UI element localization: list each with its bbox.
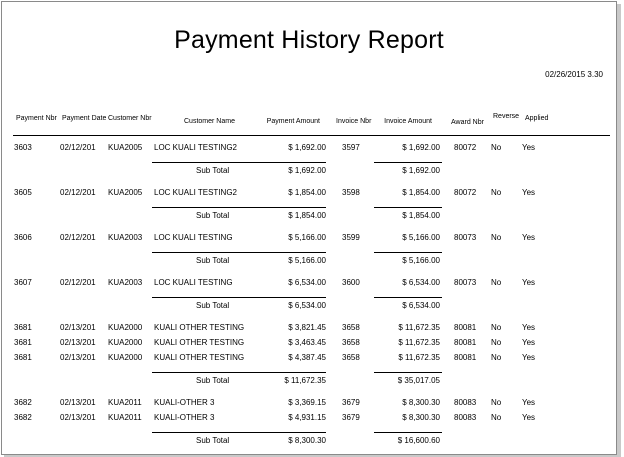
cell-payment-date: 02/13/201 <box>60 398 96 407</box>
cell-applied: Yes <box>522 143 536 152</box>
cell-invoice-amount: $ 11,672.35 <box>398 338 440 347</box>
cell-payment-date: 02/13/201 <box>60 353 96 362</box>
cell-payment-amount: $ 3,463.45 <box>288 338 326 347</box>
cell-payment-date: 02/12/201 <box>60 188 96 197</box>
cell-applied: Yes <box>522 188 536 197</box>
cell-reverse: No <box>491 413 502 422</box>
cell-applied: Yes <box>522 398 536 407</box>
subtotal-invoice-amount: $ 6,534.00 <box>402 301 440 310</box>
subtotal-rule <box>374 372 442 373</box>
cell-payment-amount: $ 4,931.15 <box>288 413 326 422</box>
header-payment-nbr: Payment Nbr <box>16 115 57 122</box>
subtotal-label: Sub Total <box>196 301 230 310</box>
subtotal-rule <box>374 252 442 253</box>
cell-customer-name: LOC KUALI TESTING2 <box>154 188 237 197</box>
subtotal-label: Sub Total <box>196 436 230 445</box>
cell-reverse: No <box>491 323 502 332</box>
subtotal-invoice-amount: $ 1,854.00 <box>402 211 440 220</box>
cell-award-nbr: 80072 <box>454 188 477 197</box>
subtotal-label: Sub Total <box>196 166 230 175</box>
cell-award-nbr: 80081 <box>454 323 477 332</box>
cell-customer-name: KUALI-OTHER 3 <box>154 413 215 422</box>
cell-applied: Yes <box>522 278 536 287</box>
subtotal-invoice-amount: $ 1,692.00 <box>402 166 440 175</box>
subtotal-label: Sub Total <box>196 211 230 220</box>
cell-customer-name: KUALI OTHER TESTING <box>154 323 245 332</box>
subtotal-payment-amount: $ 1,854.00 <box>288 211 326 220</box>
cell-applied: Yes <box>522 353 536 362</box>
cell-payment-nbr: 3603 <box>14 143 32 152</box>
cell-customer-nbr: KUA2000 <box>108 353 143 362</box>
cell-reverse: No <box>491 233 502 242</box>
cell-customer-name: KUALI OTHER TESTING <box>154 338 245 347</box>
subtotal-rule <box>152 297 326 298</box>
subtotal-rule <box>152 372 326 373</box>
cell-payment-nbr: 3681 <box>14 323 32 332</box>
report-page <box>1 1 617 455</box>
header-invoice-amount: Invoice Amount <box>384 118 432 125</box>
cell-customer-name: KUALI OTHER TESTING <box>154 353 245 362</box>
cell-customer-nbr: KUA2000 <box>108 323 143 332</box>
cell-award-nbr: 80081 <box>454 338 477 347</box>
cell-customer-nbr: KUA2003 <box>108 278 143 287</box>
header-rule <box>13 135 610 136</box>
cell-payment-nbr: 3607 <box>14 278 32 287</box>
cell-reverse: No <box>491 338 502 347</box>
cell-award-nbr: 80083 <box>454 398 477 407</box>
cell-reverse: No <box>491 278 502 287</box>
cell-applied: Yes <box>522 233 536 242</box>
subtotal-payment-amount: $ 5,166.00 <box>288 256 326 265</box>
header-customer-nbr: Customer Nbr <box>108 115 152 122</box>
header-award-nbr: Award Nbr <box>451 119 484 126</box>
cell-award-nbr: 80072 <box>454 143 477 152</box>
subtotal-rule <box>152 207 326 208</box>
cell-payment-amount: $ 6,534.00 <box>288 278 326 287</box>
subtotal-invoice-amount: $ 5,166.00 <box>402 256 440 265</box>
cell-payment-date: 02/12/201 <box>60 143 96 152</box>
cell-award-nbr: 80083 <box>454 413 477 422</box>
cell-invoice-nbr: 3658 <box>342 338 360 347</box>
page-shadow-right <box>617 4 621 456</box>
cell-invoice-amount: $ 8,300.30 <box>402 413 440 422</box>
subtotal-payment-amount: $ 1,692.00 <box>288 166 326 175</box>
cell-customer-nbr: KUA2005 <box>108 143 143 152</box>
cell-customer-nbr: KUA2005 <box>108 188 143 197</box>
cell-payment-date: 02/13/201 <box>60 413 96 422</box>
cell-payment-nbr: 3681 <box>14 353 32 362</box>
cell-invoice-amount: $ 1,854.00 <box>402 188 440 197</box>
cell-payment-amount: $ 4,387.45 <box>288 353 326 362</box>
cell-payment-nbr: 3605 <box>14 188 32 197</box>
cell-invoice-amount: $ 5,166.00 <box>402 233 440 242</box>
cell-invoice-amount: $ 11,672.35 <box>398 353 440 362</box>
cell-payment-amount: $ 1,692.00 <box>288 143 326 152</box>
cell-payment-date: 02/12/201 <box>60 278 96 287</box>
cell-invoice-amount: $ 6,534.00 <box>402 278 440 287</box>
cell-invoice-nbr: 3599 <box>342 233 360 242</box>
cell-reverse: No <box>491 398 502 407</box>
report-date: 02/26/2015 3.30 <box>545 70 603 79</box>
subtotal-invoice-amount: $ 16,600.60 <box>397 436 440 445</box>
cell-invoice-nbr: 3597 <box>342 143 360 152</box>
cell-reverse: No <box>491 353 502 362</box>
report-title: Payment History Report <box>174 26 444 54</box>
subtotal-label: Sub Total <box>196 256 230 265</box>
subtotal-payment-amount: $ 11,672.35 <box>284 376 326 385</box>
header-reverse: Reverse <box>493 113 520 120</box>
cell-payment-nbr: 3606 <box>14 233 32 242</box>
cell-invoice-nbr: 3598 <box>342 188 360 197</box>
cell-invoice-nbr: 3658 <box>342 353 360 362</box>
cell-invoice-nbr: 3658 <box>342 323 360 332</box>
cell-invoice-nbr: 3679 <box>342 413 360 422</box>
cell-customer-name: LOC KUALI TESTING <box>154 278 233 287</box>
cell-payment-date: 02/13/201 <box>60 323 96 332</box>
cell-customer-name: KUALI-OTHER 3 <box>154 398 215 407</box>
subtotal-rule <box>152 432 326 433</box>
subtotal-rule <box>374 297 442 298</box>
cell-customer-name: LOC KUALI TESTING <box>154 233 233 242</box>
cell-payment-nbr: 3681 <box>14 338 32 347</box>
cell-customer-nbr: KUA2003 <box>108 233 143 242</box>
subtotal-invoice-amount: $ 35,017.05 <box>397 376 440 385</box>
cell-applied: Yes <box>522 323 536 332</box>
subtotal-payment-amount: $ 6,534.00 <box>288 301 326 310</box>
cell-customer-nbr: KUA2011 <box>108 413 142 422</box>
header-payment-date: Payment Date <box>62 115 107 122</box>
cell-payment-date: 02/12/201 <box>60 233 96 242</box>
cell-payment-nbr: 3682 <box>14 398 32 407</box>
cell-applied: Yes <box>522 413 536 422</box>
cell-award-nbr: 80073 <box>454 233 477 242</box>
cell-payment-date: 02/13/201 <box>60 338 96 347</box>
cell-customer-name: LOC KUALI TESTING2 <box>154 143 237 152</box>
cell-reverse: No <box>491 143 502 152</box>
header-applied: Applied <box>525 115 549 122</box>
subtotal-rule <box>374 162 442 163</box>
subtotal-rule <box>152 252 326 253</box>
cell-payment-nbr: 3682 <box>14 413 32 422</box>
cell-customer-nbr: KUA2000 <box>108 338 143 347</box>
cell-invoice-amount: $ 11,672.35 <box>398 323 440 332</box>
subtotal-rule <box>152 162 326 163</box>
cell-customer-nbr: KUA2011 <box>108 398 142 407</box>
header-payment-amount: Payment Amount <box>266 118 320 125</box>
subtotal-payment-amount: $ 8,300.30 <box>288 436 326 445</box>
cell-applied: Yes <box>522 338 536 347</box>
cell-award-nbr: 80081 <box>454 353 477 362</box>
cell-payment-amount: $ 3,821.45 <box>288 323 326 332</box>
cell-payment-amount: $ 1,854.00 <box>288 188 326 197</box>
cell-payment-amount: $ 3,369.15 <box>288 398 326 407</box>
cell-award-nbr: 80073 <box>454 278 477 287</box>
subtotal-rule <box>374 207 442 208</box>
cell-reverse: No <box>491 188 502 197</box>
header-invoice-nbr: Invoice Nbr <box>336 118 372 125</box>
cell-invoice-nbr: 3679 <box>342 398 360 407</box>
subtotal-label: Sub Total <box>196 376 230 385</box>
subtotal-rule <box>374 432 442 433</box>
cell-payment-amount: $ 5,166.00 <box>288 233 326 242</box>
cell-invoice-amount: $ 8,300.30 <box>402 398 440 407</box>
cell-invoice-nbr: 3600 <box>342 278 360 287</box>
cell-invoice-amount: $ 1,692.00 <box>402 143 440 152</box>
header-customer-name: Customer Name <box>184 118 235 125</box>
